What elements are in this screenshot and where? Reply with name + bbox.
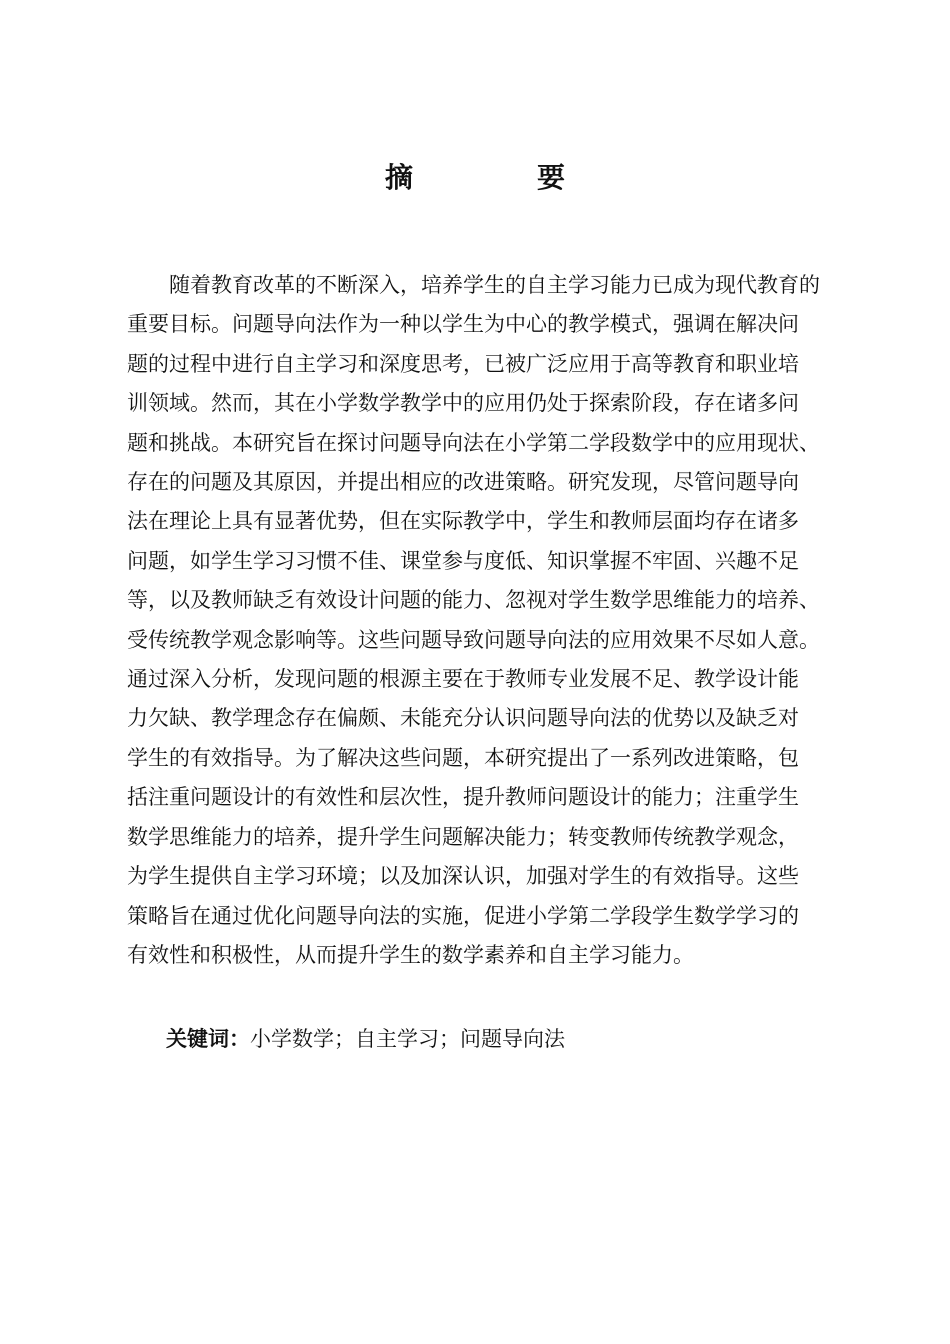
abstract-line: 通过深入分析，发现问题的根源主要在于教师专业发展不足、教学设计能 — [127, 667, 799, 692]
abstract-line: 存在的问题及其原因，并提出相应的改进策略。研究发现，尽管问题导向 — [127, 470, 799, 495]
keywords-label: 关键词： — [166, 1027, 250, 1051]
abstract-line: 法在理论上具有显著优势，但在实际教学中，学生和教师层面均存在诸多 — [127, 509, 799, 534]
abstract-line: 训领域。然而，其在小学数学教学中的应用仍处于探索阶段，存在诸多问 — [127, 391, 799, 416]
abstract-line: 有效性和积极性，从而提升学生的数学素养和自主学习能力。 — [127, 942, 694, 967]
abstract-line: 重要目标。问题导向法作为一种以学生为中心的教学模式，强调在解决问 — [127, 312, 799, 337]
abstract-line: 题和挑战。本研究旨在探讨问题导向法在小学第二学段数学中的应用现状、 — [127, 430, 820, 455]
abstract-line: 学生的有效指导。为了解决这些问题，本研究提出了一系列改进策略，包 — [127, 745, 799, 770]
keywords-line — [166, 1020, 565, 1059]
abstract-line: 随着教育改革的不断深入，培养学生的自主学习能力已成为现代教育的 — [169, 273, 820, 297]
abstract-line: 问题，如学生学习习惯不佳、课堂参与度低、知识掌握不牢固、兴趣不足 — [127, 548, 799, 573]
abstract-line: 等，以及教师缺乏有效设计问题的能力、忽视对学生数学思维能力的培养、 — [127, 588, 820, 613]
abstract-line: 策略旨在通过优化问题导向法的实施，促进小学第二学段学生数学学习的 — [127, 903, 799, 928]
abstract-title: 摘 要 — [384, 161, 613, 194]
abstract-body — [127, 266, 858, 975]
abstract-line: 数学思维能力的培养，提升学生问题解决能力；转变教师传统教学观念， — [127, 824, 799, 849]
abstract-line: 受传统教学观念影响等。这些问题导致问题导向法的应用效果不尽如人意。 — [127, 627, 820, 652]
abstract-line: 为学生提供自主学习环境；以及加深认识，加强对学生的有效指导。这些 — [127, 864, 799, 889]
abstract-line: 题的过程中进行自主学习和深度思考，已被广泛应用于高等教育和职业培 — [127, 351, 799, 376]
abstract-line: 括注重问题设计的有效性和层次性，提升教师问题设计的能力；注重学生 — [127, 785, 799, 810]
abstract-line: 力欠缺、教学理念存在偏颇、未能充分认识问题导向法的优势以及缺乏对 — [127, 706, 799, 731]
keywords-value: 小学数学；自主学习；问题导向法 — [250, 1027, 565, 1051]
